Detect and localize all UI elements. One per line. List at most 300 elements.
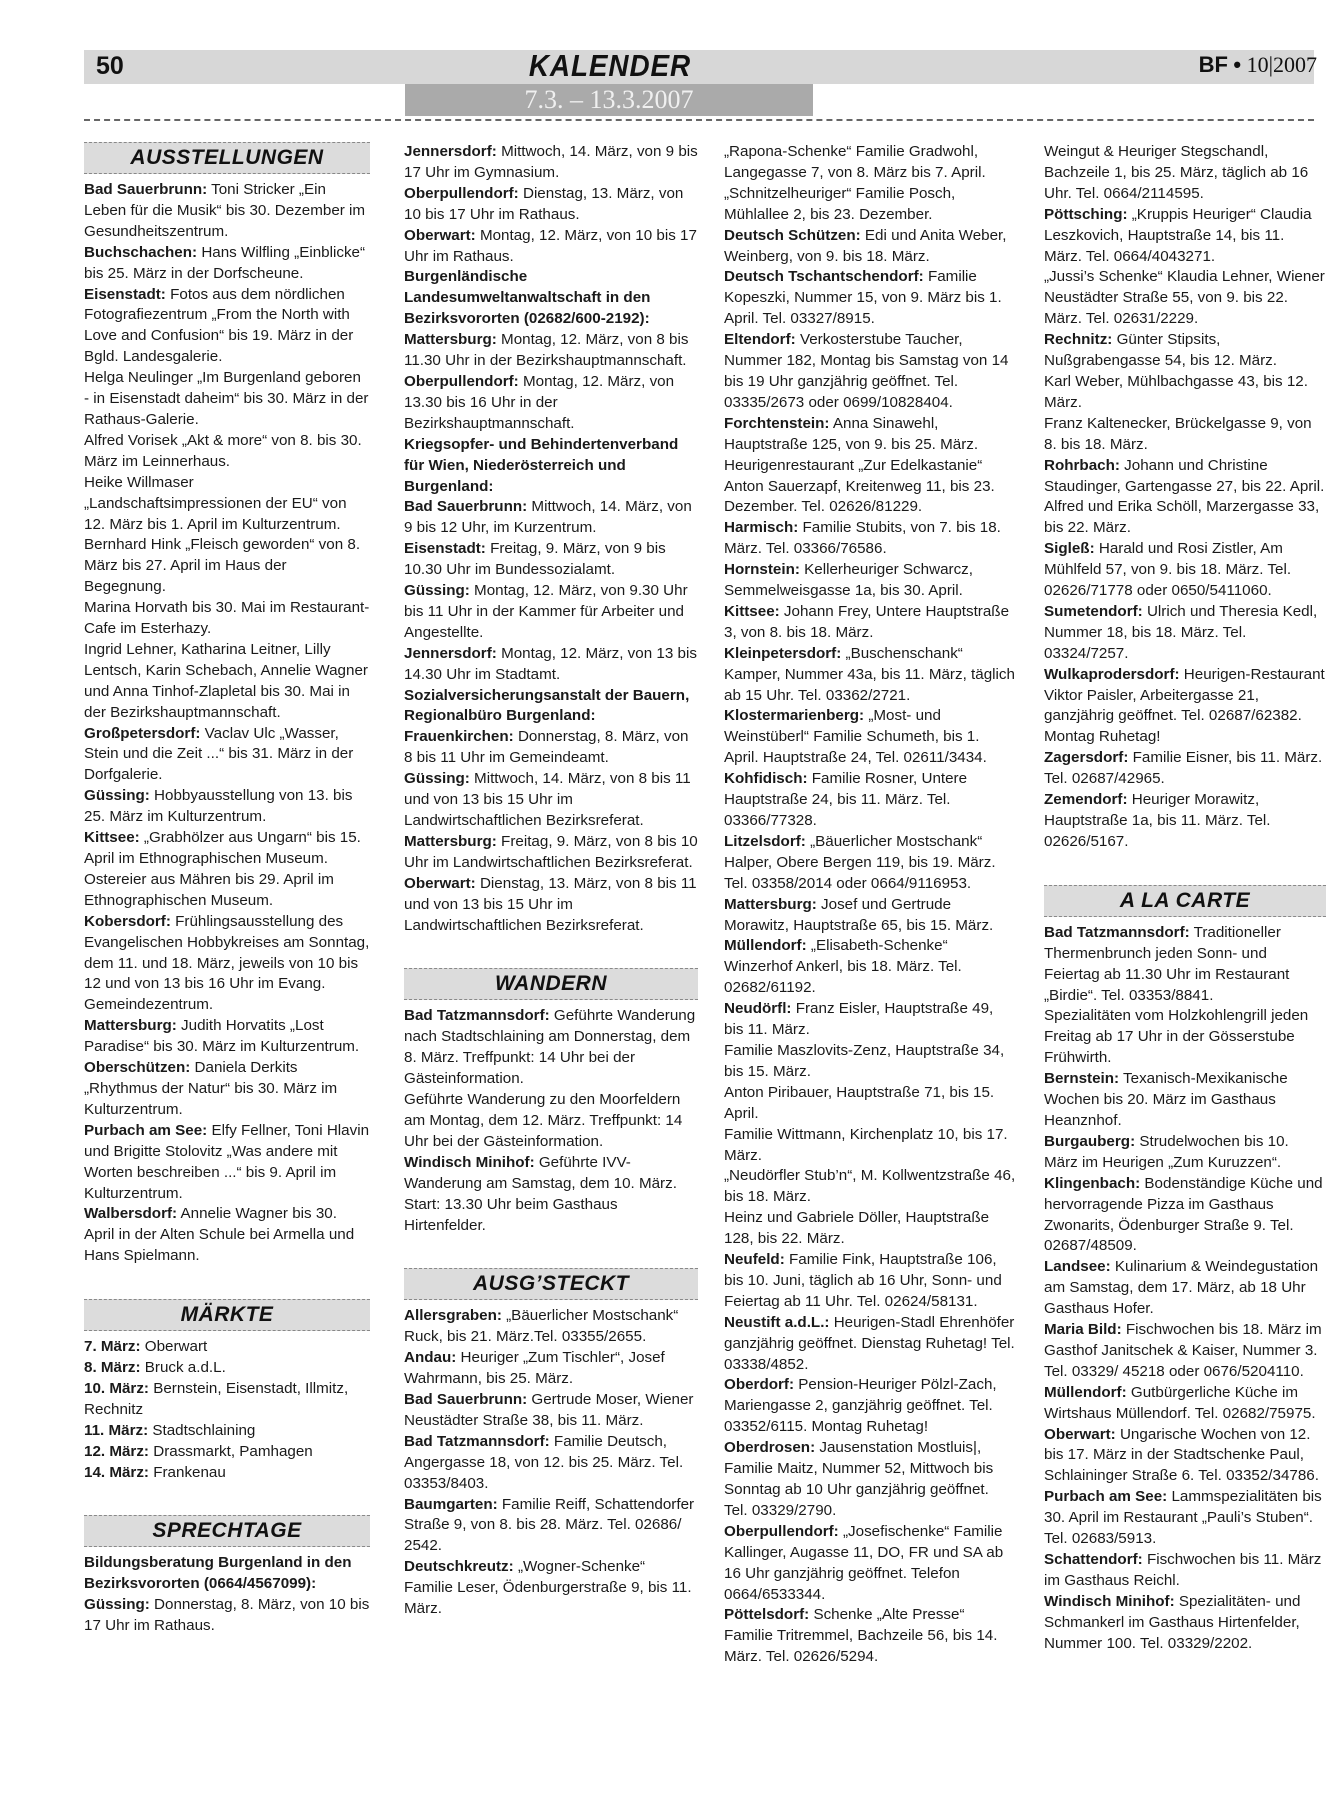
listing-entry <box>404 581 698 644</box>
listing-entry <box>724 602 1016 644</box>
entry-text: Verkosterstube Taucher, Nummer 182, Montag bis Samstag von 14 bis 19 Uhr ganzjährig geöffnet. Tel. 03335/2673 oder 0699/10828404. <box>724 331 1009 411</box>
entry-place: Oberwart: <box>1044 1425 1116 1443</box>
entry-text: Toni Stricker „Ein Leben für die Musik“ bis 30. Dezember im Gesundheitszentrum. <box>84 181 366 240</box>
listing-entry <box>404 769 698 832</box>
listing-entry <box>84 1337 370 1358</box>
listing-entry <box>724 560 1016 602</box>
listing-entry <box>404 874 698 937</box>
entry-place: Müllendorf: <box>1044 1383 1127 1401</box>
entry-place: Oberpullendorf: <box>404 372 519 390</box>
listing-entry <box>1044 1592 1326 1655</box>
entry-place: Jennersdorf: <box>404 143 497 160</box>
listing-entry <box>84 1379 370 1421</box>
listing-entry <box>724 999 1016 1041</box>
entry-place: Bad Sauerbrunn: <box>404 498 528 516</box>
entry-text: Familie Reiff, Schattendorfer Straße 9, von 8. bis 28. März. Tel. 02686/ 2542. <box>404 1495 695 1555</box>
section-heading: WANDERN <box>404 968 698 1000</box>
entry-place: Bad Tatzmannsdorf: <box>404 1432 550 1450</box>
entry-text: Fischwochen bis 18. März im Gasthof Janitschek & Kaiser, Nummer 3. Tel. 03329/ 45218 oder 0676/5204110. <box>1044 1321 1322 1380</box>
entry-place: Harmisch: <box>724 519 799 537</box>
entry-text: Günter Stipsits, Nußgrabengasse 54, bis 12. März. <box>1044 331 1277 370</box>
entry-place: Buchschachen: <box>84 243 198 261</box>
section-heading: AUSSTELLUNGEN <box>84 142 370 174</box>
entry-text: Kellerheuriger Schwarcz, Semmelweisgasse 1a, bis 30. April. <box>724 561 973 600</box>
listing-entry <box>84 473 370 536</box>
entry-text: „Most- und Weinstüberl“ Familie Schumeth, bis 1. April. Hauptstraße 24, Tel. 02611/3434. <box>724 707 987 767</box>
issue-bullet: • <box>1233 52 1242 77</box>
listing-entry <box>1044 1550 1326 1592</box>
listing-entry <box>404 226 698 268</box>
entry-place: Oberwart: <box>404 226 476 244</box>
entry-place: 7. März: <box>84 1338 141 1356</box>
entry-place: Bildungsberatung Burgenland in den Bezirksvororten (0664/4567099): <box>84 1554 352 1593</box>
listing-entry <box>84 724 370 787</box>
listing-entry <box>724 1313 1016 1376</box>
entry-place: Deutschkreutz: <box>404 1558 514 1576</box>
listing-entry <box>84 285 370 369</box>
entry-place: Eisenstadt: <box>84 285 166 303</box>
entry-text: Heurigenrestaurant „Zur Edelkastanie“ Anton Sauerzapf, Kreitenweg 11, bis 23. Dezember. Tel. 02626/81229. <box>724 456 995 516</box>
listing-entry <box>84 1204 370 1267</box>
entry-place: Oberschützen: <box>84 1059 191 1077</box>
entry-text: „Bäuerlicher Mostschank“ Ruck, bis 21. März.Tel. 03355/2655. <box>404 1307 679 1346</box>
entry-text: Bernstein, Eisenstadt, Illmitz, Rechnitz <box>84 1379 349 1418</box>
listing-entry <box>724 267 1016 330</box>
entry-place: Litzelsdorf: <box>724 832 806 850</box>
listing-entry <box>404 539 698 581</box>
entry-place: Klostermarienberg: <box>724 707 865 725</box>
listing-entry <box>1044 665 1326 749</box>
entry-place: Bad Sauerbrunn: <box>404 1391 528 1409</box>
entry-text: Donnerstag, 8. März, von 10 bis 17 Uhr im Rathaus. <box>84 1596 370 1635</box>
entry-place: Purbach am See: <box>84 1121 208 1139</box>
entry-place: Sozialversicherungsanstalt der Bauern, Regionalbüro Burgenland: <box>404 686 690 725</box>
listing-entry <box>724 1438 1016 1522</box>
entry-text: „Schnitzelheuriger“ Familie Posch, Mühlallee 2, bis 23. Dezember. <box>724 184 956 223</box>
listing-entry <box>404 644 698 686</box>
entry-text: Frühlingsausstellung des Evangelischen Hobbykreises am Sonntag, dem 11. und 18. März, jeweils von 10 bis 12 und von 13 bis 16 Uhr im Evang. Gemeindezentrum. <box>84 912 370 1014</box>
listing-entry <box>404 1495 698 1558</box>
entry-text: Dienstag, 13. März, von 10 bis 17 Uhr im Rathaus. <box>404 184 684 223</box>
entry-text: Franz Kaltenecker, Brückelgasse 9, von 8. bis 18. März. <box>1044 414 1312 453</box>
entry-place: Jennersdorf: <box>404 644 497 662</box>
entry-place: Großpetersdorf: <box>84 724 201 742</box>
listing-entry <box>404 330 698 372</box>
entry-text: Kulinarium & Weindegustation am Samstag, dem 17. März, ab 18 Uhr Gasthaus Hofer. <box>1044 1258 1319 1318</box>
section-spacer <box>84 1483 370 1509</box>
listing-entry <box>724 706 1016 769</box>
entry-text: Ungarische Wochen von 12. bis 17. März in der Stadtschenke Paul, Schlaininger Straße 6. Tel. 03352/34786. <box>1044 1425 1319 1485</box>
column-3 <box>724 142 1016 1668</box>
issue-brand: BF <box>1198 52 1228 77</box>
entry-text: Fotos aus dem nördlichen Fotografiezentrum „From the North with Love and Confusion“ bis 19. März in der Bgld. Landesgalerie. <box>84 285 354 366</box>
listing-entry <box>404 1306 698 1348</box>
entry-place: Güssing: <box>84 787 150 805</box>
entry-place: Rechnitz: <box>1044 331 1113 349</box>
listing-entry <box>1044 1132 1326 1174</box>
listing-entry <box>404 1390 698 1432</box>
listing-entry <box>724 330 1016 414</box>
listing-entry <box>1044 456 1326 498</box>
listing-entry <box>1044 205 1326 268</box>
entry-text: „Buschenschank“ Kamper, Nummer 43a, bis 11. März, täglich ab 15 Uhr. Tel. 03362/2721. <box>724 644 1015 704</box>
entry-text: Familie Wittmann, Kirchenplatz 10, bis 17. März. <box>724 1125 1008 1164</box>
entry-place: Kittsee: <box>724 602 780 620</box>
entry-place: 11. März: <box>84 1421 149 1439</box>
entry-text: Heuriger Morawitz, Hauptstraße 1a, bis 11. März. Tel. 02626/5167. <box>1044 791 1271 850</box>
entry-text: Bernhard Hink „Fleisch geworden“ von 8. März bis 27. April im Haus der Begegnung. <box>84 536 361 596</box>
entry-text: Familie Rosner, Untere Hauptstraße 24, bis 11. März. Tel. 03366/77328. <box>724 770 968 829</box>
entry-text: Helga Neulinger „Im Burgenland geboren - in Eisenstadt daheim“ bis 30. März in der Rathaus-Galerie. <box>84 369 369 428</box>
entry-text: Heuriger „Zum Tischler“, Josef Wahrmann, bis 25. März. <box>404 1349 665 1388</box>
listing-entry <box>404 435 698 498</box>
listing-entry <box>724 518 1016 560</box>
listing-entry <box>84 1463 370 1484</box>
entry-text: Josef und Gertrude Morawitz, Hauptstraße 65, bis 15. März. <box>724 895 994 934</box>
entry-place: Deutsch Schützen: <box>724 226 861 244</box>
listing-entry <box>404 832 698 874</box>
header-divider <box>84 119 1314 121</box>
listing-entry <box>724 456 1016 519</box>
entry-text: Annelie Wagner bis 30. April in der Alten Schule bei Armella und Hans Spielmann. <box>84 1205 355 1265</box>
entry-text: Heurigen-Stadl Ehrenhöfer ganzjährig geöffnet. Dienstag Ruhetag! Tel. 03338/4852. <box>724 1313 1015 1373</box>
entry-text: Geführte Wanderung zu den Moorfeldern am Montag, dem 12. März. Treffpunkt: 14 Uhr bei der Gästeinformation. <box>404 1091 683 1150</box>
column-1 <box>84 142 370 1637</box>
entry-place: Baumgarten: <box>404 1495 498 1513</box>
entry-text: Geführte Wanderung nach Stadtschlaining am Donnerstag, dem 8. März. Treffpunkt: 14 Uhr bei der Gästeinformation. <box>404 1007 696 1088</box>
listing-entry <box>1044 497 1326 539</box>
entry-text: Mittwoch, 14. März, von 9 bis 12 Uhr, im Kurzentrum. <box>404 498 692 537</box>
listing-entry <box>724 769 1016 832</box>
entry-text: Montag, 12. März, von 8 bis 11.30 Uhr in der Bezirkshauptmannschaft. <box>404 331 689 370</box>
entry-place: Deutsch Tschantschendorf: <box>724 268 924 286</box>
entry-place: Rohrbach: <box>1044 456 1120 474</box>
entry-text: „Neudörfler Stub’n“, M. Kollwentzstraße 46, bis 18. März. <box>724 1167 1016 1206</box>
entry-place: Oberdrosen: <box>724 1439 816 1457</box>
entry-text: Schenke „Alte Presse“ Familie Tritremmel, Bachzeile 56, bis 14. März. Tel. 02626/5294. <box>724 1606 998 1666</box>
entry-text: Montag, 12. März, von 13 bis 14.30 Uhr im Stadtamt. <box>404 644 697 683</box>
entry-place: Oberpullendorf: <box>724 1522 839 1540</box>
entry-text: Texanisch-Mexikanische Wochen bis 20. März im Gasthaus Heanznhof. <box>1044 1070 1288 1129</box>
listing-entry <box>404 1557 698 1620</box>
entry-text: Montag, 12. März, von 13.30 bis 16 Uhr in der Bezirkshauptmannschaft. <box>404 372 675 432</box>
listing-entry <box>724 1605 1016 1668</box>
issue-label <box>1199 52 1317 78</box>
entry-place: Purbach am See: <box>1044 1488 1168 1506</box>
entry-text: Hans Wilfling „Einblicke“ bis 25. März in der Dorfscheune. <box>84 243 366 282</box>
listing-entry <box>84 870 370 912</box>
entry-text: Spezialitäten- und Schmankerl im Gasthaus Hirtenfelder, Nummer 100. Tel. 03329/2202. <box>1044 1592 1301 1652</box>
listing-entry <box>84 243 370 285</box>
listing-entry <box>84 1553 370 1595</box>
entry-text: Karl Weber, Mühlbachgasse 43, bis 12. März. <box>1044 372 1308 411</box>
section-spacer <box>84 1267 370 1293</box>
listing-entry <box>724 1083 1016 1125</box>
entry-place: Güssing: <box>404 582 470 600</box>
entry-text: Gertrude Moser, Wiener Neustädter Straße 38, bis 11. März. <box>404 1391 694 1429</box>
entry-text: Jausenstation Mostluis|, Familie Maitz, Nummer 52, Mittwoch bis Sonntag ab 10 Uhr ganzjährig geöffnet. Tel. 03329/2790. <box>724 1439 994 1519</box>
listing-entry <box>724 1250 1016 1313</box>
listing-entry <box>1044 267 1326 330</box>
entry-text: Judith Horvatits „Lost Paradise“ bis 30. März im Kulturzentrum. <box>84 1017 360 1056</box>
entry-text: Gutbürgerliche Küche im Wirtshaus Müllendorf. Tel. 02682/75975. <box>1044 1383 1316 1422</box>
entry-text: Anna Sinawehl, Hauptstraße 125, von 9. bis 25. März. <box>724 414 979 453</box>
entry-place: 10. März: <box>84 1379 149 1397</box>
listing-entry <box>404 1153 698 1237</box>
listing-entry <box>84 1358 370 1379</box>
entry-text: Hobbyausstellung von 13. bis 25. März im Kulturzentrum. <box>84 787 353 826</box>
entry-place: Neudörfl: <box>724 1000 792 1018</box>
listing-entry <box>724 1125 1016 1167</box>
entry-text: Ingrid Lehner, Katharina Leitner, Lilly Lentsch, Karin Schebach, Annelie Wagner und Anna Tinhof-Zlapletal bis 30. Mai in der Bezirkshauptmannschaft. <box>84 640 368 721</box>
entry-text: „Kruppis Heuriger“ Claudia Leszkovich, Hauptstraße 14, bis 11. März. Tel. 0664/4043271. <box>1044 205 1312 265</box>
entry-text: Drassmarkt, Pamhagen <box>149 1442 313 1460</box>
entry-place: 12. März: <box>84 1442 149 1460</box>
entry-place: Eltendorf: <box>724 331 796 349</box>
entry-place: Güssing: <box>84 1596 150 1614</box>
entry-place: Schattendorf: <box>1044 1551 1143 1568</box>
entry-place: Neustift a.d.L.: <box>724 1313 830 1331</box>
entry-place: Müllendorf: <box>724 937 807 955</box>
listing-entry <box>724 226 1016 268</box>
entry-place: Windisch Minihof: <box>404 1153 535 1171</box>
listing-entry <box>1044 1320 1326 1383</box>
column-2 <box>404 142 698 1620</box>
entry-place: Wulkaprodersdorf: <box>1044 665 1180 683</box>
entry-text: Freitag, 9. März, von 8 bis 10 Uhr im Landwirtschaftlichen Bezirksreferat. <box>404 832 698 871</box>
listing-entry <box>1044 790 1326 853</box>
entry-text: Lammspezialitäten bis 30. April im Restaurant „Pauli’s Stuben“. Tel. 02683/5913. <box>1044 1488 1322 1548</box>
listing-entry <box>1044 1174 1326 1258</box>
entry-text: Anton Piribauer, Hauptstraße 71, bis 15. April. <box>724 1083 995 1122</box>
entry-text: Familie Eisner, bis 11. März. Tel. 02687/42965. <box>1044 749 1323 788</box>
section-title: KALENDER <box>528 48 692 83</box>
entry-text: Johann Frey, Untere Hauptstraße 3, von 8. bis 18. März. <box>724 602 1010 641</box>
entry-place: Kleinpetersdorf: <box>724 644 842 662</box>
entry-text: Familie Stubits, von 7. bis 18. März. Tel. 03366/76586. <box>724 519 1001 558</box>
listing-entry <box>1044 142 1326 205</box>
listing-entry <box>1044 330 1326 372</box>
listing-entry <box>84 535 370 598</box>
entry-place: 8. März: <box>84 1359 141 1377</box>
listing-entry <box>404 1006 698 1090</box>
listing-entry <box>84 640 370 724</box>
listing-entry <box>724 1166 1016 1208</box>
entry-place: Oberdorf: <box>724 1376 795 1394</box>
listing-entry <box>724 142 1016 184</box>
entry-text: Alfred und Erika Schöll, Marzergasse 33, bis 22. März. <box>1044 498 1320 537</box>
entry-text: Edi und Anita Weber, Weinberg, von 9. bis 18. März. <box>724 226 1007 265</box>
entry-text: „Josefischenke“ Familie Kallinger, Augasse 11, DO, FR und SA ab 16 Uhr ganzjährig geöffnet. Telefon 0664/6533344. <box>724 1522 1004 1603</box>
column-4 <box>1044 142 1326 1655</box>
listing-entry <box>724 1208 1016 1250</box>
entry-text: Familie Deutsch, Angergasse 18, von 12. bis 25. März. Tel. 03353/8403. <box>404 1432 684 1492</box>
entry-text: Bodenständige Küche und hervorragende Pizza im Gasthaus Zwonarits, Ödenburger Straße 9. Tel. 02687/48509. <box>1044 1174 1323 1255</box>
listing-entry <box>404 184 698 226</box>
entry-text: Familie Maszlovits-Zenz, Hauptstraße 34, bis 15. März. <box>724 1041 1005 1080</box>
listing-entry <box>404 1090 698 1153</box>
listing-entry <box>84 180 370 243</box>
entry-place: Windisch Minihof: <box>1044 1592 1175 1610</box>
entry-place: Pöttsching: <box>1044 205 1128 223</box>
entry-text: Freitag, 9. März, von 9 bis 10.30 Uhr im Bundessozialamt. <box>404 540 666 579</box>
entry-text: Heurigen-Restaurant Viktor Paisler, Arbeitergasse 21, ganzjährig geöffnet. Tel. 02687/62382. Montag Ruhetag! <box>1044 665 1325 746</box>
issue-number: 10|2007 <box>1246 52 1317 77</box>
entry-place: Landsee: <box>1044 1258 1111 1276</box>
entry-place: Klingenbach: <box>1044 1174 1141 1192</box>
listing-entry <box>404 267 698 330</box>
entry-text: Franz Eisler, Hauptstraße 49, bis 11. März. <box>724 1000 994 1039</box>
entry-text: „Grabhölzer aus Ungarn“ bis 15. April im Ethnographischen Museum. <box>84 829 361 867</box>
entry-text: Weingut & Heuriger Stegschandl, Bachzeile 1, bis 25. März, täglich ab 16 Uhr. Tel. 0664/2114595. <box>1044 143 1309 202</box>
entry-place: Burgauberg: <box>1044 1132 1136 1150</box>
entry-text: Ostereier aus Mähren bis 29. April im Ethnographischen Museum. <box>84 870 334 909</box>
listing-entry <box>1044 602 1326 665</box>
listing-entry <box>84 1016 370 1058</box>
entry-place: Zagersdorf: <box>1044 749 1129 767</box>
listing-entry <box>84 1058 370 1121</box>
listing-entry <box>84 598 370 640</box>
listing-entry <box>724 1522 1016 1606</box>
entry-place: Andau: <box>404 1349 457 1367</box>
listing-entry <box>1044 1069 1326 1132</box>
entry-text: Ulrich und Theresia Kedl, Nummer 18, bis 18. März. Tel. 03324/7257. <box>1044 602 1318 662</box>
section-heading: SPRECHTAGE <box>84 1515 370 1547</box>
listing-entry <box>84 828 370 870</box>
entry-text: Geführte IVV-Wanderung am Samstag, dem 10. März. Start: 13.30 Uhr beim Gasthaus Hirtenfelder. <box>404 1153 677 1234</box>
entry-text: Frankenau <box>149 1463 226 1481</box>
entry-text: Elfy Fellner, Toni Hlavin und Brigitte Stolovitz „Was andere mit Worten beschreiben ...“ bis 9. April im Kulturzentrum. <box>84 1121 370 1202</box>
entry-place: Sigleß: <box>1044 540 1095 558</box>
listing-entry <box>84 786 370 828</box>
entry-place: Forchtenstein: <box>724 414 830 432</box>
entry-text: Montag, 12. März, von 9.30 Uhr bis 11 Uhr in der Kammer für Arbeiter und Angestellte. <box>404 582 688 641</box>
listing-entry <box>404 1348 698 1390</box>
listing-entry <box>404 686 698 728</box>
entry-place: Pöttelsdorf: <box>724 1606 810 1624</box>
entry-place: Hornstein: <box>724 561 800 579</box>
listing-entry <box>1044 748 1326 790</box>
listing-entry <box>724 1375 1016 1438</box>
entry-text: Bruck a.d.L. <box>140 1359 226 1377</box>
listing-entry <box>724 895 1016 937</box>
entry-text: „Rapona-Schenke“ Familie Gradwohl, Langegasse 7, von 8. März bis 7. April. <box>724 143 986 181</box>
entry-place: Bad Tatzmannsdorf: <box>1044 923 1190 941</box>
entry-text: Fischwochen bis 11. März im Gasthaus Reichl. <box>1044 1551 1322 1589</box>
entry-place: Allersgraben: <box>404 1307 502 1325</box>
entry-place: Mattersburg: <box>84 1017 177 1035</box>
listing-entry <box>84 1442 370 1463</box>
entry-text: „Wogner-Schenke“ Familie Leser, Ödenburgerstraße 9, bis 11. März. <box>404 1558 692 1618</box>
entry-place: Kohfidisch: <box>724 770 808 788</box>
entry-text: „Bäuerlicher Mostschank“ Halper, Obere Bergen 119, bis 19. März. Tel. 03358/2014 oder 0664/9116953. <box>724 832 996 892</box>
entry-text: Dienstag, 13. März, von 8 bis 11 und von 13 bis 15 Uhr im Landwirtschaftlichen Bezirksreferat. <box>404 874 697 934</box>
entry-text: Oberwart <box>140 1338 208 1356</box>
entry-place: Kittsee: <box>84 829 140 847</box>
entry-place: Sumetendorf: <box>1044 602 1143 620</box>
listing-entry <box>404 727 698 769</box>
entry-text: „Elisabeth-Schenke“ Winzerhof Ankerl, bis 18. März. Tel. 02682/61192. <box>724 937 962 997</box>
entry-place: Zemendorf: <box>1044 791 1128 809</box>
listing-entry <box>404 142 698 184</box>
entry-place: Kriegsopfer- und Behindertenverband für Wien, Niederösterreich und Burgenland: <box>404 435 679 495</box>
listing-entry <box>1044 923 1326 1007</box>
entry-place: Frauenkirchen: <box>404 728 514 746</box>
listing-entry <box>1044 1383 1326 1425</box>
section-spacer <box>404 936 698 962</box>
listing-entry <box>724 936 1016 999</box>
entry-place: Bernstein: <box>1044 1070 1120 1088</box>
entry-text: Strudelwochen bis 10. März im Heurigen „Zum Kuruzzen“. <box>1044 1132 1289 1171</box>
listing-entry <box>404 372 698 435</box>
entry-place: Oberpullendorf: <box>404 184 519 202</box>
listing-entry <box>724 832 1016 895</box>
listing-entry <box>84 1421 370 1442</box>
entry-place: Burgenländische Landesumweltanwaltschaft in den Bezirksvororten (02682/600-2192): <box>404 268 651 328</box>
entry-text: Vaclav Ulc „Wasser, Stein und die Zeit ...“ bis 31. März in der Dorfgalerie. <box>84 724 354 784</box>
listing-entry <box>84 431 370 473</box>
listing-entry <box>724 414 1016 456</box>
listing-entry <box>1044 539 1326 602</box>
section-heading: AUSG’STECKT <box>404 1268 698 1300</box>
entry-text: Alfred Vorisek „Akt & more“ von 8. bis 30. März im Leinnerhaus. <box>84 431 362 470</box>
entry-text: Familie Fink, Hauptstraße 106, bis 10. Juni, täglich ab 16 Uhr, Sonn- und Feiertag ab 11 Uhr. Tel. 02624/58131. <box>724 1251 1002 1310</box>
listing-entry <box>84 1121 370 1205</box>
listing-entry <box>1044 372 1326 414</box>
entry-place: Güssing: <box>404 770 470 788</box>
entry-text: Donnerstag, 8. März, von 8 bis 11 Uhr im Gemeindeamt. <box>404 728 689 767</box>
entry-text: Stadtschlaining <box>148 1421 256 1439</box>
entry-text: Spezialitäten vom Holzkohlengrill jeden Freitag ab 17 Uhr in der Gösserstube Frühwirth. <box>1044 1007 1309 1067</box>
entry-text: Mittwoch, 14. März, von 9 bis 17 Uhr im Gymnasium. <box>404 143 698 181</box>
section-heading: MÄRKTE <box>84 1299 370 1331</box>
listing-entry <box>724 1041 1016 1083</box>
listing-entry <box>1044 414 1326 456</box>
listing-entry <box>1044 1006 1326 1069</box>
entry-text: Daniela Derkits „Rhythmus der Natur“ bis 30. März im Kulturzentrum. <box>84 1059 338 1118</box>
entry-place: Neufeld: <box>724 1251 785 1269</box>
entry-text: Johann und Christine Staudinger, Gartengasse 27, bis 22. April. <box>1044 456 1325 495</box>
entry-place: Walbersdorf: <box>84 1205 178 1223</box>
entry-text: Heinz und Gabriele Döller, Hauptstraße 128, bis 22. März. <box>724 1209 990 1248</box>
entry-place: 14. März: <box>84 1463 149 1481</box>
entry-text: Montag, 12. März, von 10 bis 17 Uhr im Rathaus. <box>404 226 697 265</box>
section-spacer <box>404 1236 698 1262</box>
entry-place: Mattersburg: <box>724 895 817 913</box>
entry-place: Maria Bild: <box>1044 1321 1122 1339</box>
entry-text: Mittwoch, 14. März, von 8 bis 11 und von 13 bis 15 Uhr im Landwirtschaftlichen Bezirksreferat. <box>404 770 691 829</box>
section-heading: A LA CARTE <box>1044 885 1326 917</box>
entry-text: Marina Horvath bis 30. Mai im Restaurant-Cafe im Esterhazy. <box>84 599 370 638</box>
entry-text: Heike Willmaser „Landschaftsimpressionen der EU“ von 12. März bis 1. April im Kulturzentrum. <box>84 473 347 533</box>
listing-entry <box>1044 1487 1326 1550</box>
entry-place: Oberwart: <box>404 874 476 892</box>
entry-place: Kobersdorf: <box>84 912 171 930</box>
listing-entry <box>84 368 370 431</box>
listing-entry <box>404 1432 698 1495</box>
listing-entry <box>404 497 698 539</box>
page-number: 50 <box>96 52 124 80</box>
listing-entry <box>84 912 370 1017</box>
entry-place: Eisenstadt: <box>404 540 486 558</box>
entry-text: Harald und Rosi Zistler, Am Mühlfeld 57, von 9. bis 18. März. Tel. 02626/71778 oder 0650/5411060. <box>1044 540 1292 600</box>
listing-entry <box>1044 1425 1326 1488</box>
date-range: 7.3. – 13.3.2007 <box>405 84 813 116</box>
entry-text: Traditioneller Thermenbrunch jeden Sonn- und Feiertag ab 11.30 Uhr im Restaurant „Birdie“. Tel. 03353/8841. <box>1044 923 1290 1004</box>
listing-entry <box>724 644 1016 707</box>
listing-entry <box>1044 1257 1326 1320</box>
entry-text: „Jussi’s Schenke“ Klaudia Lehner, Wiener Neustädter Straße 55, von 9. bis 22. März. Tel. 02631/2229. <box>1044 268 1325 328</box>
